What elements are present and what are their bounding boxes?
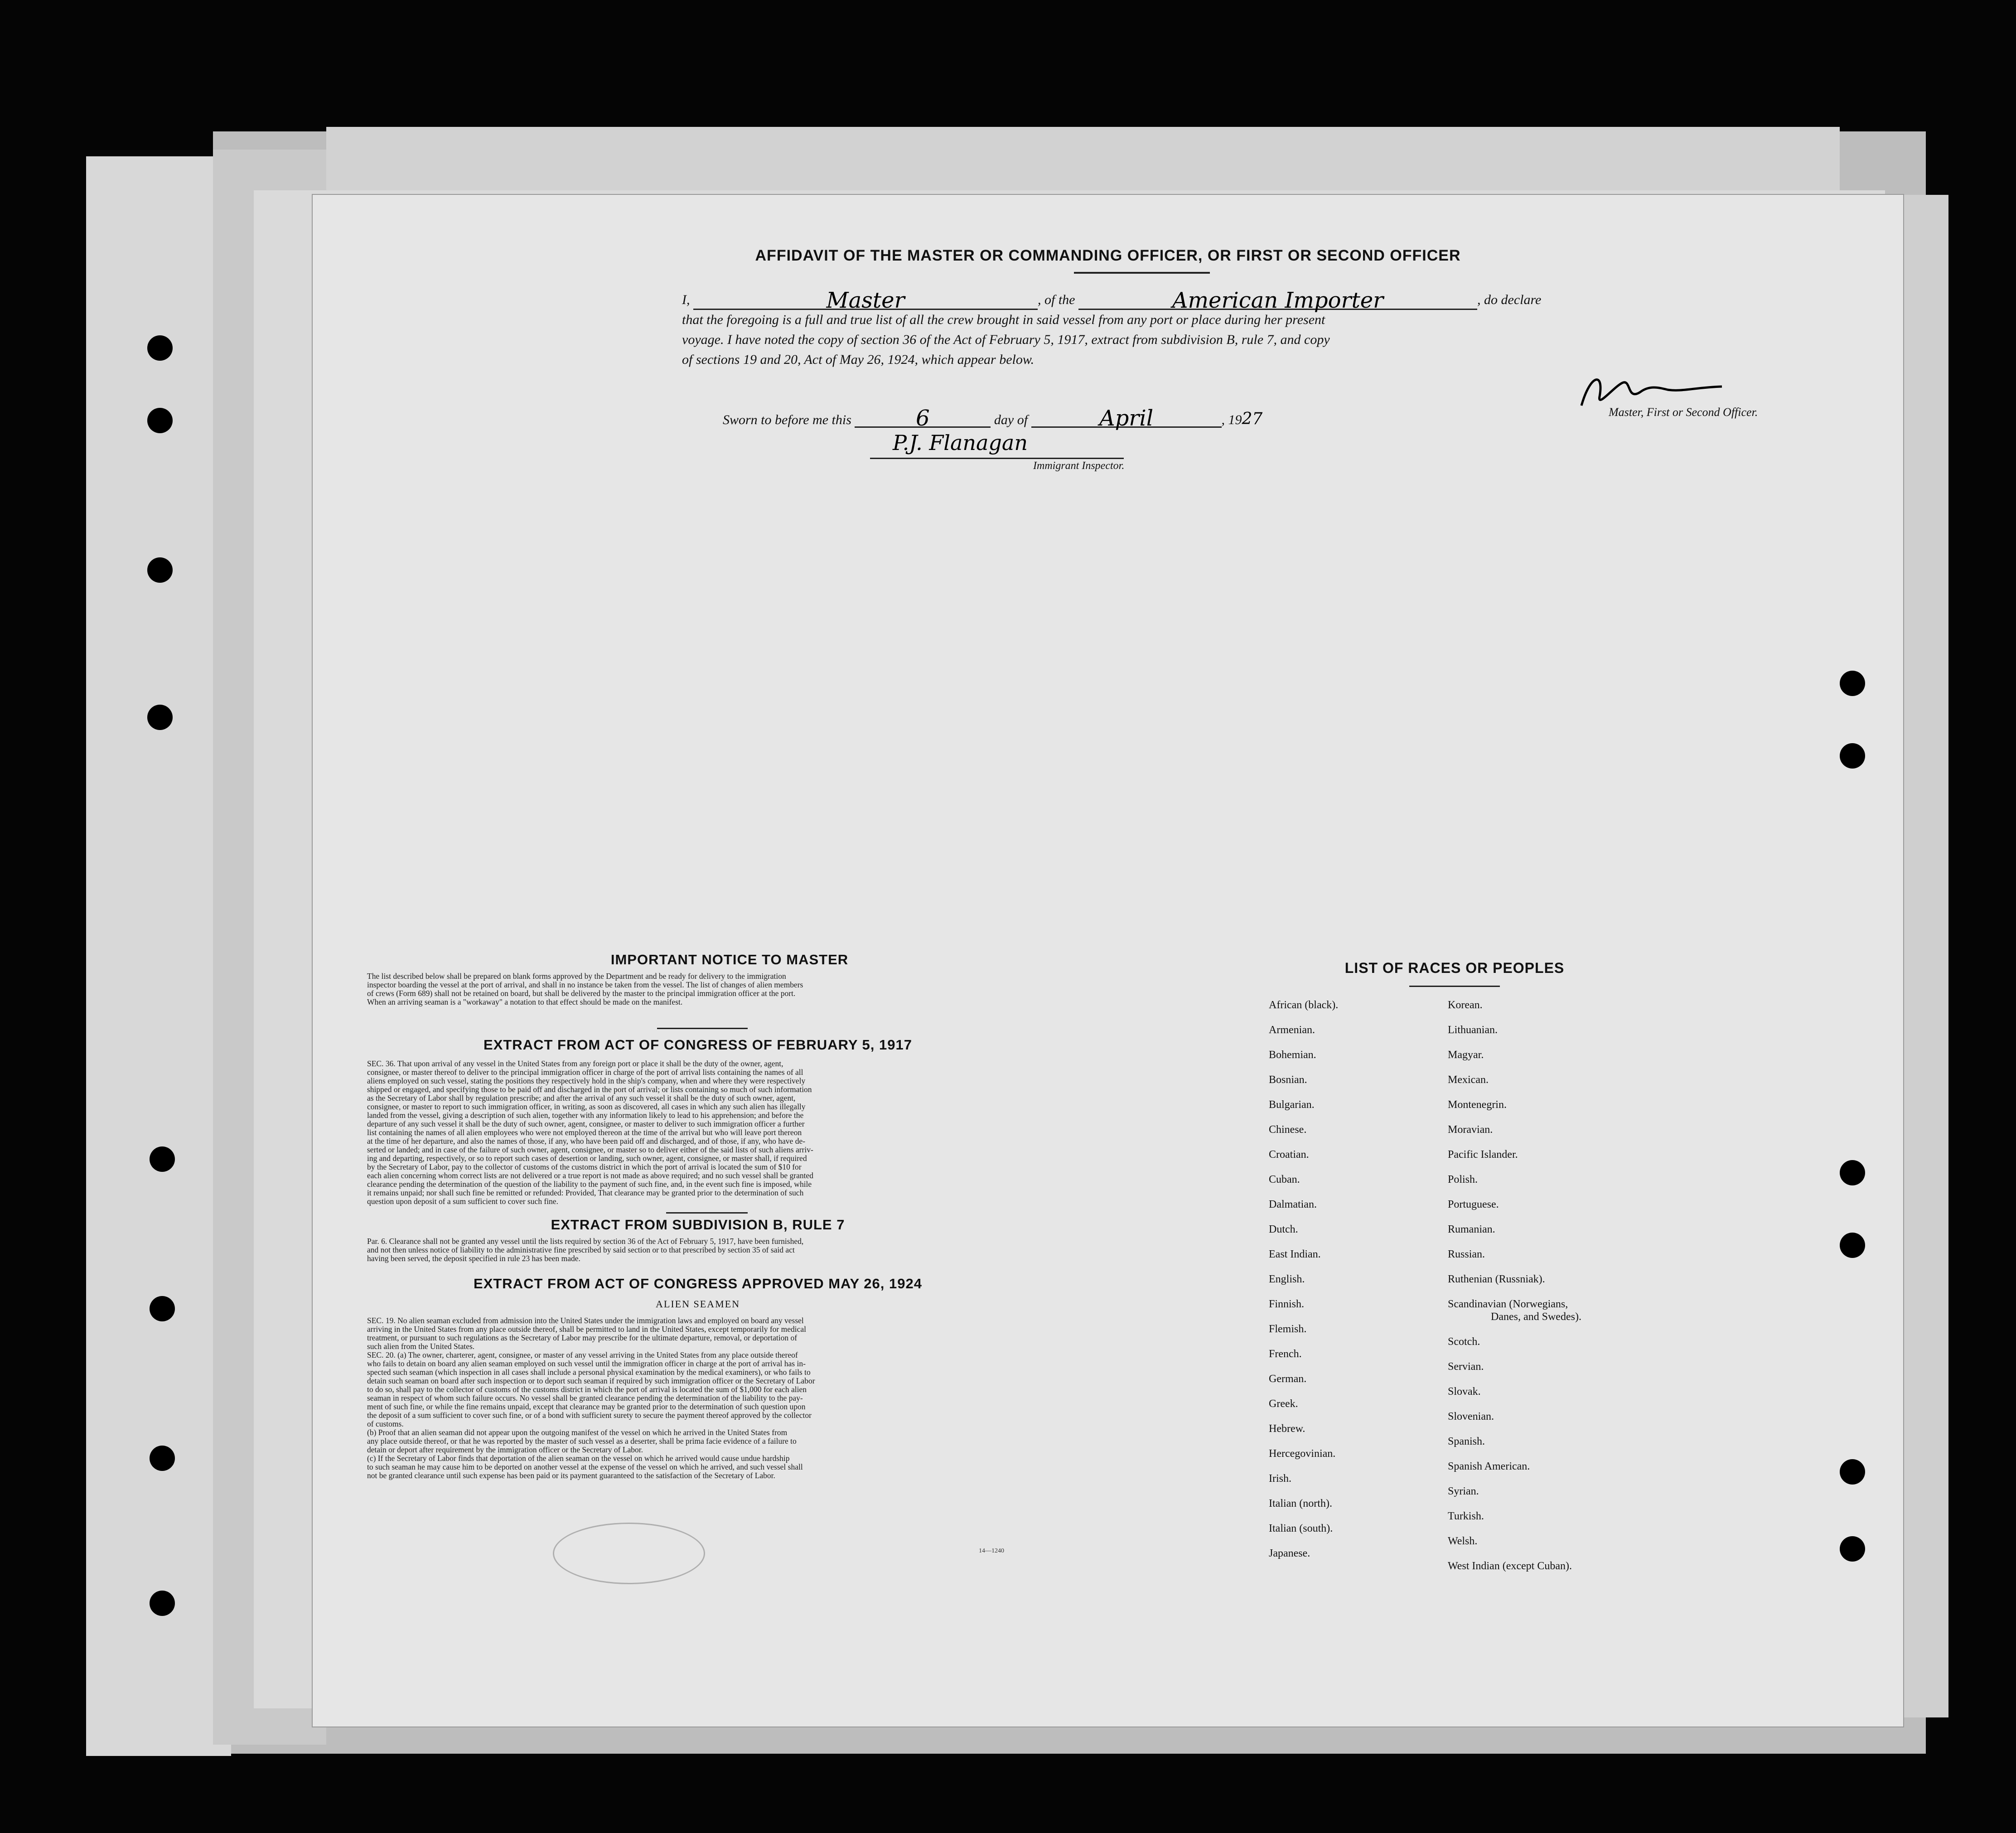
race-item: German. bbox=[1269, 1373, 1307, 1385]
race-item: Moravian. bbox=[1448, 1124, 1493, 1136]
race-item: Bohemian. bbox=[1269, 1049, 1316, 1061]
race-item: Pacific Islander. bbox=[1448, 1149, 1518, 1161]
extract-1917-line: at the time of her departure, and also the names of those, if any, who have been paid off and discharged, and of those, if any, who have de- bbox=[367, 1137, 806, 1146]
extract-1917-line: by the Secretary of Labor, pay to the collector of customs of the customs district in which the port of arrival is located the sum of $10 for bbox=[367, 1162, 802, 1171]
extract-1924-line: SEC. 20. (a) The owner, charterer, agent, consignee, or master of any vessel arriving in the United States from any place outside thereof bbox=[367, 1350, 798, 1359]
master-name-field bbox=[693, 288, 1038, 313]
day-of-label: day of bbox=[994, 412, 1028, 427]
rule-7-title: EXTRACT FROM SUBDIVISION B, RULE 7 bbox=[551, 1217, 845, 1233]
extract-1917-line: shipped or engaged, and specifying those to be paid off and discharged in the port of arrival; or lists containing so much of such information bbox=[367, 1085, 812, 1094]
day-handwritten: 6 bbox=[916, 406, 930, 431]
inspector-signature-line bbox=[870, 458, 1124, 459]
extract-1924-title: EXTRACT FROM ACT OF CONGRESS APPROVED MAY 26, 1924 bbox=[474, 1276, 922, 1291]
race-item: Rumanian. bbox=[1448, 1224, 1495, 1235]
race-item: Portuguese. bbox=[1448, 1199, 1499, 1210]
declaration-line-2: that the foregoing is a full and true list of all the crew brought in said vessel from any port or place during her present bbox=[682, 312, 1325, 327]
binder-hole bbox=[150, 1146, 175, 1172]
extract-1917-line: departure of any such vessel it shall be the duty of such owner, agent, consignee, or master to deliver to such immigration officer a further bbox=[367, 1119, 805, 1128]
race-item: English. bbox=[1269, 1273, 1305, 1285]
race-item: East Indian. bbox=[1269, 1248, 1321, 1260]
race-item: Greek. bbox=[1269, 1398, 1298, 1410]
extract-1917-title: EXTRACT FROM ACT OF CONGRESS OF FEBRUARY 5, 1917 bbox=[483, 1037, 912, 1053]
extract-1917-line: SEC. 36. That upon arrival of any vessel in the United States from any foreign port or place it shall be the duty of the owner, agent, bbox=[367, 1059, 783, 1068]
affidavit-title: AFFIDAVIT OF THE MASTER OR COMMANDING OFFICER, OR FIRST OR SECOND OFFICER bbox=[755, 247, 1461, 264]
binder-hole bbox=[1840, 671, 1865, 696]
extract-1917-line: as the Secretary of Labor shall by regulation prescribe; and after the arrival of any such vessel it shall be the duty of such owner, agent, bbox=[367, 1093, 796, 1103]
race-item: Spanish American. bbox=[1448, 1461, 1530, 1472]
rule-7-text bbox=[367, 1237, 1047, 1263]
extract-1924-line: of customs. bbox=[367, 1419, 404, 1428]
race-item: Magyar. bbox=[1448, 1049, 1484, 1061]
extract-1924-line: SEC. 19. No alien seaman excluded from admission into the United States under the immigration laws and employed on board any vessel bbox=[367, 1316, 804, 1325]
race-item: Bosnian. bbox=[1269, 1074, 1307, 1086]
year-prefix: , 19 bbox=[1221, 412, 1242, 427]
race-item: Hercegovinian. bbox=[1269, 1448, 1336, 1460]
month-handwritten: April bbox=[1099, 406, 1154, 431]
race-item: African (black). bbox=[1269, 999, 1339, 1011]
binder-hole bbox=[147, 408, 173, 433]
extract-1924-text bbox=[367, 1316, 1047, 1480]
race-item: Ruthenian (Russniak). bbox=[1448, 1273, 1545, 1285]
binder-hole bbox=[150, 1446, 175, 1471]
extract-1917-line: landed from the vessel, giving a description of such alien, together with any information likely to lead to his apprehension; and before the bbox=[367, 1111, 804, 1120]
inspector-signature: P.J. Flanagan bbox=[893, 430, 1028, 455]
notice-line: The list described below shall be prepared on blank forms approved by the Department and be ready for delivery to the immigration bbox=[367, 972, 786, 981]
notice-line: inspector boarding the vessel at the port of arrival, and shall in no instance be taken from the vessel. The list of changes of alien members bbox=[367, 980, 803, 989]
race-item: Spanish. bbox=[1448, 1436, 1485, 1447]
race-item: Cuban. bbox=[1269, 1174, 1300, 1185]
race-item: Croatian. bbox=[1269, 1149, 1309, 1161]
title-rule bbox=[1074, 272, 1210, 274]
binder-hole bbox=[150, 1296, 175, 1321]
binder-hole bbox=[147, 557, 173, 583]
race-item: Slovak. bbox=[1448, 1386, 1481, 1398]
extract-1917-line: consignee, or master to report to such immigration officer, in writing, as soon as discovered, all cases in which any such alien has illegally bbox=[367, 1102, 806, 1111]
declaration-block bbox=[682, 290, 1869, 370]
sworn-label: Sworn to before me this bbox=[723, 412, 851, 427]
rule-7-line: and not then unless notice of liability to the administrative fine prescribed by said section or to that prescribed by section 35 of said act bbox=[367, 1245, 795, 1254]
binder-hole bbox=[147, 705, 173, 730]
race-item: Dalmatian. bbox=[1269, 1199, 1317, 1210]
i-label: I, bbox=[682, 292, 690, 307]
race-item: Russian. bbox=[1448, 1248, 1485, 1260]
notice-text bbox=[367, 972, 1047, 1006]
extract-1917-line: aliens employed on such vessel, stating the positions they respectively hold in the ship's company, when and where they were respectively bbox=[367, 1076, 806, 1085]
binder-hole bbox=[1840, 743, 1865, 769]
extract-1917-line: ing and departing, respectively, or so to report such cases of desertion or landing, such owner, agent, consignee, or master shall, if required bbox=[367, 1154, 807, 1163]
race-item: Mexican. bbox=[1448, 1074, 1489, 1086]
race-item: Dutch. bbox=[1269, 1224, 1298, 1235]
race-item: Japanese. bbox=[1269, 1548, 1310, 1559]
binder-hole bbox=[147, 335, 173, 361]
race-item: Irish. bbox=[1269, 1473, 1291, 1485]
race-item: Finnish. bbox=[1269, 1298, 1305, 1310]
extract-1917-line: serted or landed; and in case of the failure of such owner, agent, consignee, or master so to deliver either of the said lists of such aliens arriv- bbox=[367, 1145, 813, 1154]
left-page-strip bbox=[86, 156, 231, 1756]
race-item: Slovenian. bbox=[1448, 1411, 1494, 1422]
race-item: Bulgarian. bbox=[1269, 1099, 1315, 1111]
race-item: Turkish. bbox=[1448, 1510, 1484, 1522]
extract-1917-line: question upon deposit of a sum sufficient to cover such fine. bbox=[367, 1197, 559, 1206]
declaration-line-1 bbox=[682, 288, 1869, 313]
extract-1924-line: detain such seaman on board after such inspection or to deport such seaman if required by such immigration officer or the Secretary of Labor bbox=[367, 1376, 815, 1385]
race-item: Polish. bbox=[1448, 1174, 1478, 1185]
alien-seamen-heading: ALIEN SEAMEN bbox=[656, 1298, 740, 1310]
race-item: Scandinavian (Norwegians, bbox=[1448, 1298, 1568, 1310]
binder-hole bbox=[150, 1591, 175, 1616]
declaration-line-3: voyage. I have noted the copy of section 36 of the Act of February 5, 1917, extract from subdivision B, rule 7, and copy bbox=[682, 332, 1330, 347]
race-item: Scotch. bbox=[1448, 1336, 1480, 1348]
race-item: Flemish. bbox=[1269, 1323, 1307, 1335]
extract-1917-line: consignee, or master thereof to deliver to the principal immigration officer in charge of the port of arrival lists containing the names of all bbox=[367, 1068, 803, 1077]
race-item: Chinese. bbox=[1269, 1124, 1307, 1136]
year-handwritten: 27 bbox=[1242, 410, 1263, 428]
faded-stamp bbox=[553, 1523, 705, 1584]
inspector-caption: Immigrant Inspector. bbox=[1033, 460, 1125, 472]
extract-1924-line: ment of such fine, or while the fine remains unpaid, except that clearance may be granted prior to the determination of such question upon bbox=[367, 1402, 806, 1411]
notice-line: When an arriving seaman is a "workaway" a notation to that effect should be made on the manifest. bbox=[367, 997, 683, 1006]
binder-hole bbox=[1840, 1459, 1865, 1485]
extract-1917-text bbox=[367, 1059, 1047, 1206]
day-field bbox=[855, 406, 991, 431]
race-item: French. bbox=[1269, 1348, 1302, 1360]
race-item: Korean. bbox=[1448, 999, 1483, 1011]
race-item: Lithuanian. bbox=[1448, 1024, 1498, 1036]
do-declare-label: , do declare bbox=[1477, 292, 1542, 307]
vessel-name-handwritten: American Importer bbox=[1172, 288, 1384, 313]
extract-1924-line: any place outside thereof, or that he was reported by the master of such vessel as a deserter, shall be prima facie evidence of a failure to bbox=[367, 1436, 797, 1446]
officer-signature bbox=[1572, 369, 1736, 410]
extract-1917-line: it remains unpaid; nor shall such fine be remitted or refunded: Provided, That clearance may be granted prior to the determination of such bbox=[367, 1188, 804, 1197]
extract-1924-line: spected such seaman (which inspection in all cases shall include a personal physical examination by the medical examiners), or who fails to bbox=[367, 1368, 811, 1377]
race-item: Armenian. bbox=[1269, 1024, 1315, 1036]
extract-1917-line: clearance pending the determination of the question of the liability to the payment of such fine, and, in the event such fine is imposed, while bbox=[367, 1180, 812, 1189]
extract-1924-line: the deposit of a sum sufficient to cover such fine, or of a bond with sufficient surety to secure the payment thereof approved by the collector bbox=[367, 1411, 812, 1420]
binder-hole bbox=[1840, 1536, 1865, 1562]
race-item: Italian (north). bbox=[1269, 1498, 1332, 1509]
race-item: Montenegrin. bbox=[1448, 1099, 1507, 1111]
sworn-line bbox=[723, 406, 1263, 431]
vessel-name-field bbox=[1078, 288, 1477, 313]
master-name-handwritten: Master bbox=[826, 288, 905, 313]
rule-7-line: having been served, the deposit specified in rule 23 has been made. bbox=[367, 1254, 580, 1263]
of-the-label: , of the bbox=[1038, 292, 1075, 307]
extract-1924-line: arriving in the United States from any place outside thereof, shall be permitted to land in the United States, except temporarily for medical bbox=[367, 1325, 807, 1334]
race-item: Servian. bbox=[1448, 1361, 1484, 1373]
extract-1924-line: detain or deport after requirement by the immigration officer or the Secretary of Labor. bbox=[367, 1445, 643, 1454]
notice-line: of crews (Form 689) shall not be retained on board, but shall be delivered by the master to the principal immigration officer at the port. bbox=[367, 989, 796, 998]
form-number: 14—1240 bbox=[979, 1548, 1004, 1554]
race-item: West Indian (except Cuban). bbox=[1448, 1560, 1572, 1572]
rule-7-line: Par. 6. Clearance shall not be granted any vessel until the lists required by section 36 of the Act of February 5, 1917, have been furnished, bbox=[367, 1237, 804, 1246]
race-item: Syrian. bbox=[1448, 1485, 1479, 1497]
extract-1924-line: not be granted clearance until such expense has been paid or its payment guaranteed to the satisfaction of the Secretary of Labor. bbox=[367, 1471, 775, 1480]
races-title: LIST OF RACES OR PEOPLES bbox=[1344, 960, 1565, 976]
extract-1924-line: to such seaman he may cause him to be deported on another vessel at the expense of the vessel on which he arrived, and such vessel shall bbox=[367, 1462, 803, 1471]
extract-1924-line: (b) Proof that an alien seaman did not appear upon the outgoing manifest of the vessel on which he arrived in the United States from bbox=[367, 1428, 788, 1437]
notice-title: IMPORTANT NOTICE TO MASTER bbox=[610, 952, 849, 967]
month-field bbox=[1031, 406, 1222, 431]
extract-1917-line: each alien concerning whom correct lists are not delivered or a true report is not made as above required; and no such vessel shall be granted bbox=[367, 1171, 813, 1180]
race-item: Italian (south). bbox=[1269, 1523, 1333, 1534]
section-rule bbox=[666, 1212, 748, 1214]
extract-1924-line: seaman in respect of whom such failure occurs. No vessel shall be granted clearance pending the determination of the liability to the pay- bbox=[367, 1393, 803, 1403]
extract-1917-line: list containing the names of all alien employees who were not employed thereon at the time of the arrival but who will leave port thereon bbox=[367, 1128, 802, 1137]
extract-1924-line: treatment, or pursuant to such regulations as the Secretary of Labor may prescribe for the ultimate departure, removal, or deportation of bbox=[367, 1333, 798, 1342]
race-item: Welsh. bbox=[1448, 1535, 1478, 1547]
declaration-line-4: of sections 19 and 20, Act of May 26, 1924, which appear below. bbox=[682, 352, 1035, 367]
affidavit-page bbox=[313, 195, 1903, 1727]
extract-1924-line: to do so, shall pay to the collector of customs of the customs district in which the port of arrival is located the sum of $1,000 for each alien bbox=[367, 1385, 807, 1394]
extract-1924-line: such alien from the United States. bbox=[367, 1342, 475, 1351]
extract-1924-line: who fails to detain on board any alien seaman employed on such vessel until the immigration officer in charge at the port of arrival has in- bbox=[367, 1359, 806, 1368]
section-rule bbox=[657, 1028, 748, 1029]
binder-hole bbox=[1840, 1160, 1865, 1185]
extract-1924-line: (c) If the Secretary of Labor finds that deportation of the alien seaman on the vessel on which he arrived would cause undue hardship bbox=[367, 1454, 790, 1463]
binder-hole bbox=[1840, 1233, 1865, 1258]
officer-caption: Master, First or Second Officer. bbox=[1609, 406, 1758, 419]
race-item: Danes, and Swedes). bbox=[1491, 1311, 1581, 1323]
races-rule bbox=[1409, 986, 1500, 987]
race-item: Hebrew. bbox=[1269, 1423, 1305, 1435]
